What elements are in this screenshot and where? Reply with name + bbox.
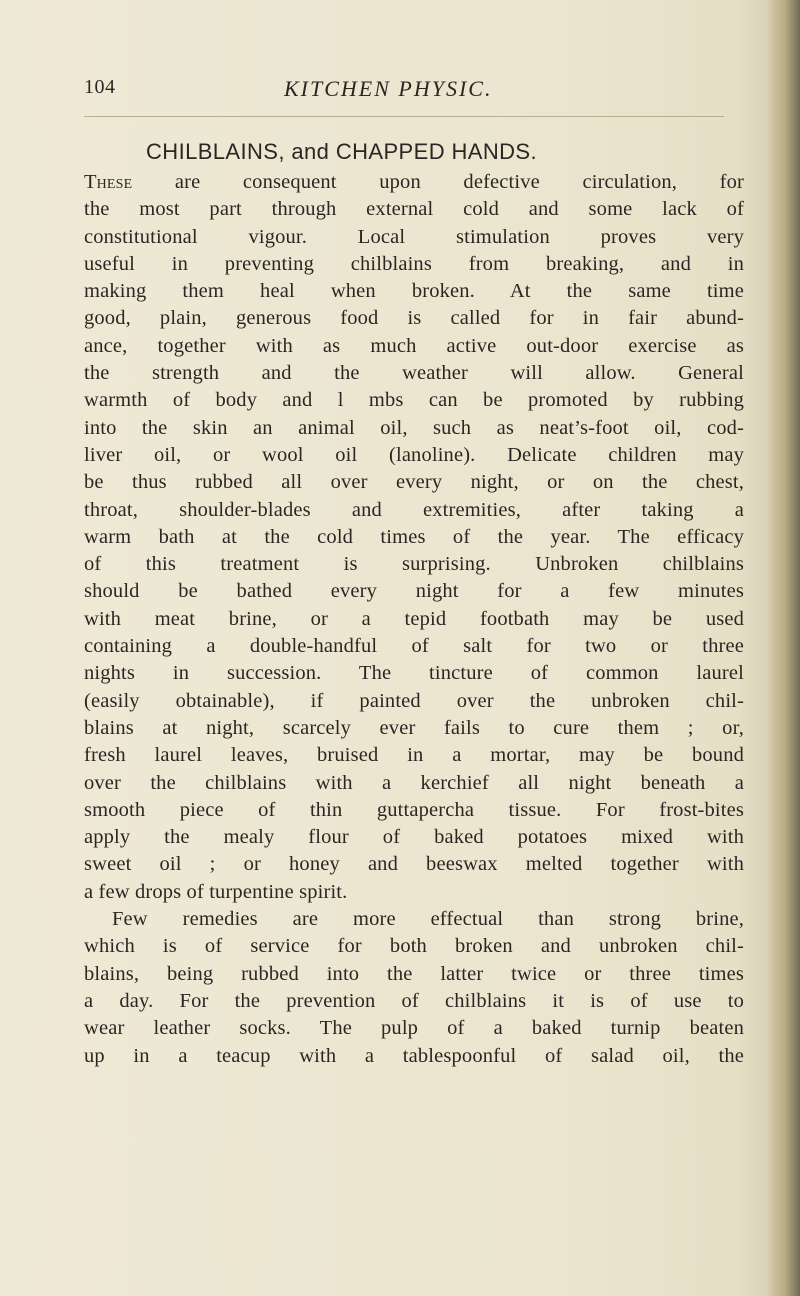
section-title: CHILBLAINS, and CHAPPED HANDS. [146,139,538,164]
text-line: up in a teacup with a tablespoonful of salad oil, the [84,1044,744,1067]
text-line: into the skin an animal oil, such as neat’s-foot oil, cod- [84,416,744,439]
text-line: which is of service for both broken and unbroken chil- [84,935,744,958]
text-line: should be bathed every night for a few minutes [84,580,744,603]
page-header [84,76,724,106]
text-line: sweet oil ; or honey and beeswax melted together with [84,853,744,876]
running-head: KITCHEN PHYSIC. [284,76,493,101]
text-line: the most part through external cold and some lack of [84,198,744,221]
text-line: ance, together with as much active out-door exercise as [84,334,744,357]
text-line: Few remedies are more effectual than strong brine, [112,908,744,931]
text-line: apply the mealy flour of baked potatoes mixed with [84,826,744,849]
text-line: a few drops of turpentine spirit. [84,880,348,903]
text-line: useful in preventing chilblains from breaking, and in [84,252,744,275]
text-line: with meat brine, or a tepid footbath may be used [84,607,744,630]
text-line: be thus rubbed all over every night, or on the chest, [84,471,744,494]
page-number: 104 [84,76,116,98]
text-line: of this treatment is surprising. Unbroken chilblains [84,553,744,576]
text-line: making them heal when broken. At the same time [84,280,744,303]
text-line: good, plain, generous food is called for in fair abund- [84,307,744,330]
header-rule [84,116,724,117]
text-line: These are consequent upon defective circulation, for [84,171,744,193]
text-line: (easily obtainable), if painted over the unbroken chil- [84,689,744,712]
text-line: throat, shoulder-blades and extremities, after taking a [84,498,744,521]
text-line: constitutional vigour. Local stimulation proves very [84,225,744,248]
text-line: wear leather socks. The pulp of a baked turnip beaten [84,1017,744,1040]
body-text [84,169,744,1070]
text-line: liver oil, or wool oil (lanoline). Delicate children may [84,443,744,466]
text-line: warm bath at the cold times of the year. The efficacy [84,525,744,548]
text-line: nights in succession. The tincture of common laurel [84,662,744,685]
text-line: warmth of body and l mbs can be promoted by rubbing [84,389,744,412]
text-line: containing a double-handful of salt for two or three [84,635,744,658]
text-line: a day. For the prevention of chilblains it is of use to [84,989,744,1012]
text-line: fresh laurel leaves, bruised in a mortar, may be bound [84,744,744,767]
text-line: the strength and the weather will allow. General [84,362,744,385]
text-line: over the chilblains with a kerchief all night beneath a [84,771,744,794]
lead-word: These [84,171,133,193]
page-edge-shadow [766,0,800,1296]
text-line: smooth piece of thin guttapercha tissue. For frost-bites [84,798,744,821]
text-line: blains, being rubbed into the latter twice or three times [84,962,744,985]
text-line: blains at night, scarcely ever fails to cure them ; or, [84,716,744,739]
